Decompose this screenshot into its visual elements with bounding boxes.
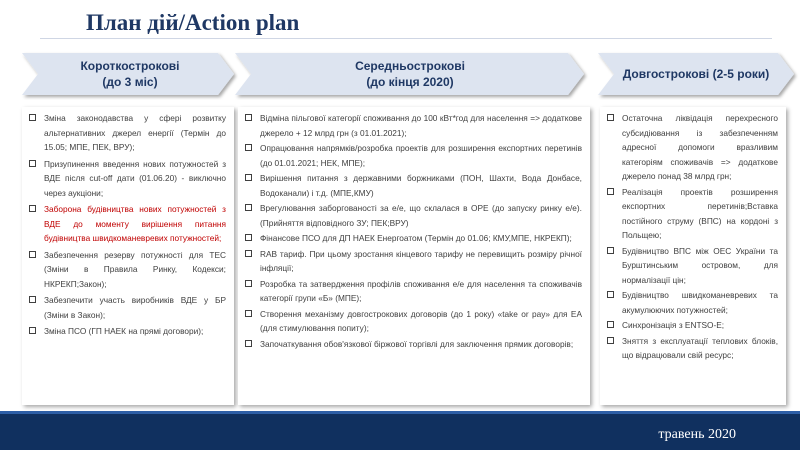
list-item: Врегулювання заборгованості за е/е, що склалася в ОРЕ (до запуску ринку е/е). (Прийняття відповідного ЗУ; ПЕК;ВРУ): [244, 201, 582, 230]
short-term-header: Короткострокові (до 3 міс): [80, 59, 180, 89]
short-term-panel: [22, 107, 234, 405]
page-title: План дій/Action plan: [86, 10, 300, 35]
checkbox-bullet-icon: [607, 321, 614, 328]
list-item: Зміна законодавства у сфері розвитку альтернативних джерел енергії (Термін до 15.05; МПЕ, ПЕК, ВРУ);: [28, 111, 226, 155]
checkbox-bullet-icon: [245, 310, 252, 317]
checkbox-bullet-icon: [245, 234, 252, 241]
list-item: Будівництво швидкоманевревих та акумулюючих потужностей;: [606, 288, 778, 317]
list-item: Синхронізація з ENTSO-E;: [606, 318, 778, 333]
footer-stripe: [0, 411, 800, 414]
list-item: Забезпечення резерву потужності для ТЕС (Зміни в Правила Ринку, Кодекси; НКРЕКП;Закон);: [28, 248, 226, 292]
checkbox-bullet-icon: [245, 174, 252, 181]
list-item: Опрацювання напрямків/розробка проектів для розширення експортних перетинів (до 01.01.2021; НЕК, МПЕ);: [244, 141, 582, 170]
list-item-highlighted: Заборона будівництва нових потужностей з ВДЕ до моменту вирішення питання будівництва швидкоманевревих потужностей;: [28, 202, 226, 246]
checkbox-bullet-icon: [607, 291, 614, 298]
list-item: Розробка та затвердження профілів споживання е/е для населення та споживачів категорії групи «Б» (МПЕ);: [244, 277, 582, 306]
checkbox-bullet-icon: [607, 247, 614, 254]
list-item: Зняття з експлуатації теплових блоків, що відрацювали свій ресурс;: [606, 334, 778, 363]
list-item: RAB тариф. При цьому зростання кінцевого тарифу не перевищить розміру річної інфляції;: [244, 247, 582, 276]
medium-term-panel: [238, 107, 590, 405]
footer-date: травень 2020: [658, 427, 736, 442]
checkbox-bullet-icon: [29, 327, 36, 334]
checkbox-bullet-icon: [29, 251, 36, 258]
medium-term-header: Середньострокові (до кінця 2020): [355, 59, 465, 89]
checkbox-bullet-icon: [245, 340, 252, 347]
checkbox-bullet-icon: [245, 114, 252, 121]
list-item: Реалізація проектів розширення експортних перетинів;Вставка постійного струму (ВПС) на кордоні з Польщею;: [606, 185, 778, 243]
checkbox-bullet-icon: [607, 188, 614, 195]
list-item: Будівництво ВПС між ОЕС України та Бурштинським островом, для нормалізації цін;: [606, 244, 778, 288]
checkbox-bullet-icon: [607, 337, 614, 344]
list-item: Започаткування обов'язкової біржової торгівлі для заключення прямик договорів;: [244, 337, 582, 352]
checkbox-bullet-icon: [245, 144, 252, 151]
checkbox-bullet-icon: [245, 204, 252, 211]
list-item: Відміна пільгової категорії споживання до 100 кВт*год для населення => додаткове джерело + 12 млрд грн (з 01.01.2021);: [244, 111, 582, 140]
list-item: Фінансове ПСО для ДП НАЕК Енергоатом (Термін до 01.06; КМУ,МПЕ, НКРЕКП);: [244, 231, 582, 246]
list-item: Вирішення питання з державними боржниками (ПОН, Шахти, Вода Донбасе, Водоканали) і т.д. (МПЕ,КМУ): [244, 171, 582, 200]
checkbox-bullet-icon: [29, 160, 36, 167]
checkbox-bullet-icon: [245, 280, 252, 287]
list-item: Зміна ПСО (ГП НАЕК на прямі договори);: [28, 324, 226, 339]
checkbox-bullet-icon: [607, 114, 614, 121]
list-item: Призупинення введення нових потужностей з ВДЕ після cut-off дати (01.06.20) - виключно через аукціони;: [28, 157, 226, 201]
checkbox-bullet-icon: [245, 250, 252, 257]
list-item: Остаточна ліквідація перехресного субсидіювання із забезпеченням адресної допомоги вразливим категоріям споживачів => додаткове джерело понад 38 млрд грн;: [606, 111, 778, 184]
long-term-panel: [600, 107, 786, 405]
long-term-header: Довгострокові (2-5 роки): [622, 67, 770, 81]
list-item: Створення механізму довгострокових договорів (до 1 року) «take or pay» для ЕА (для стимулювання попиту);: [244, 307, 582, 336]
checkbox-bullet-icon: [29, 296, 36, 303]
list-item: Забезпечити участь виробників ВДЕ у БР (Зміни в Закон);: [28, 293, 226, 322]
checkbox-bullet-icon: [29, 205, 36, 212]
checkbox-bullet-icon: [29, 114, 36, 121]
